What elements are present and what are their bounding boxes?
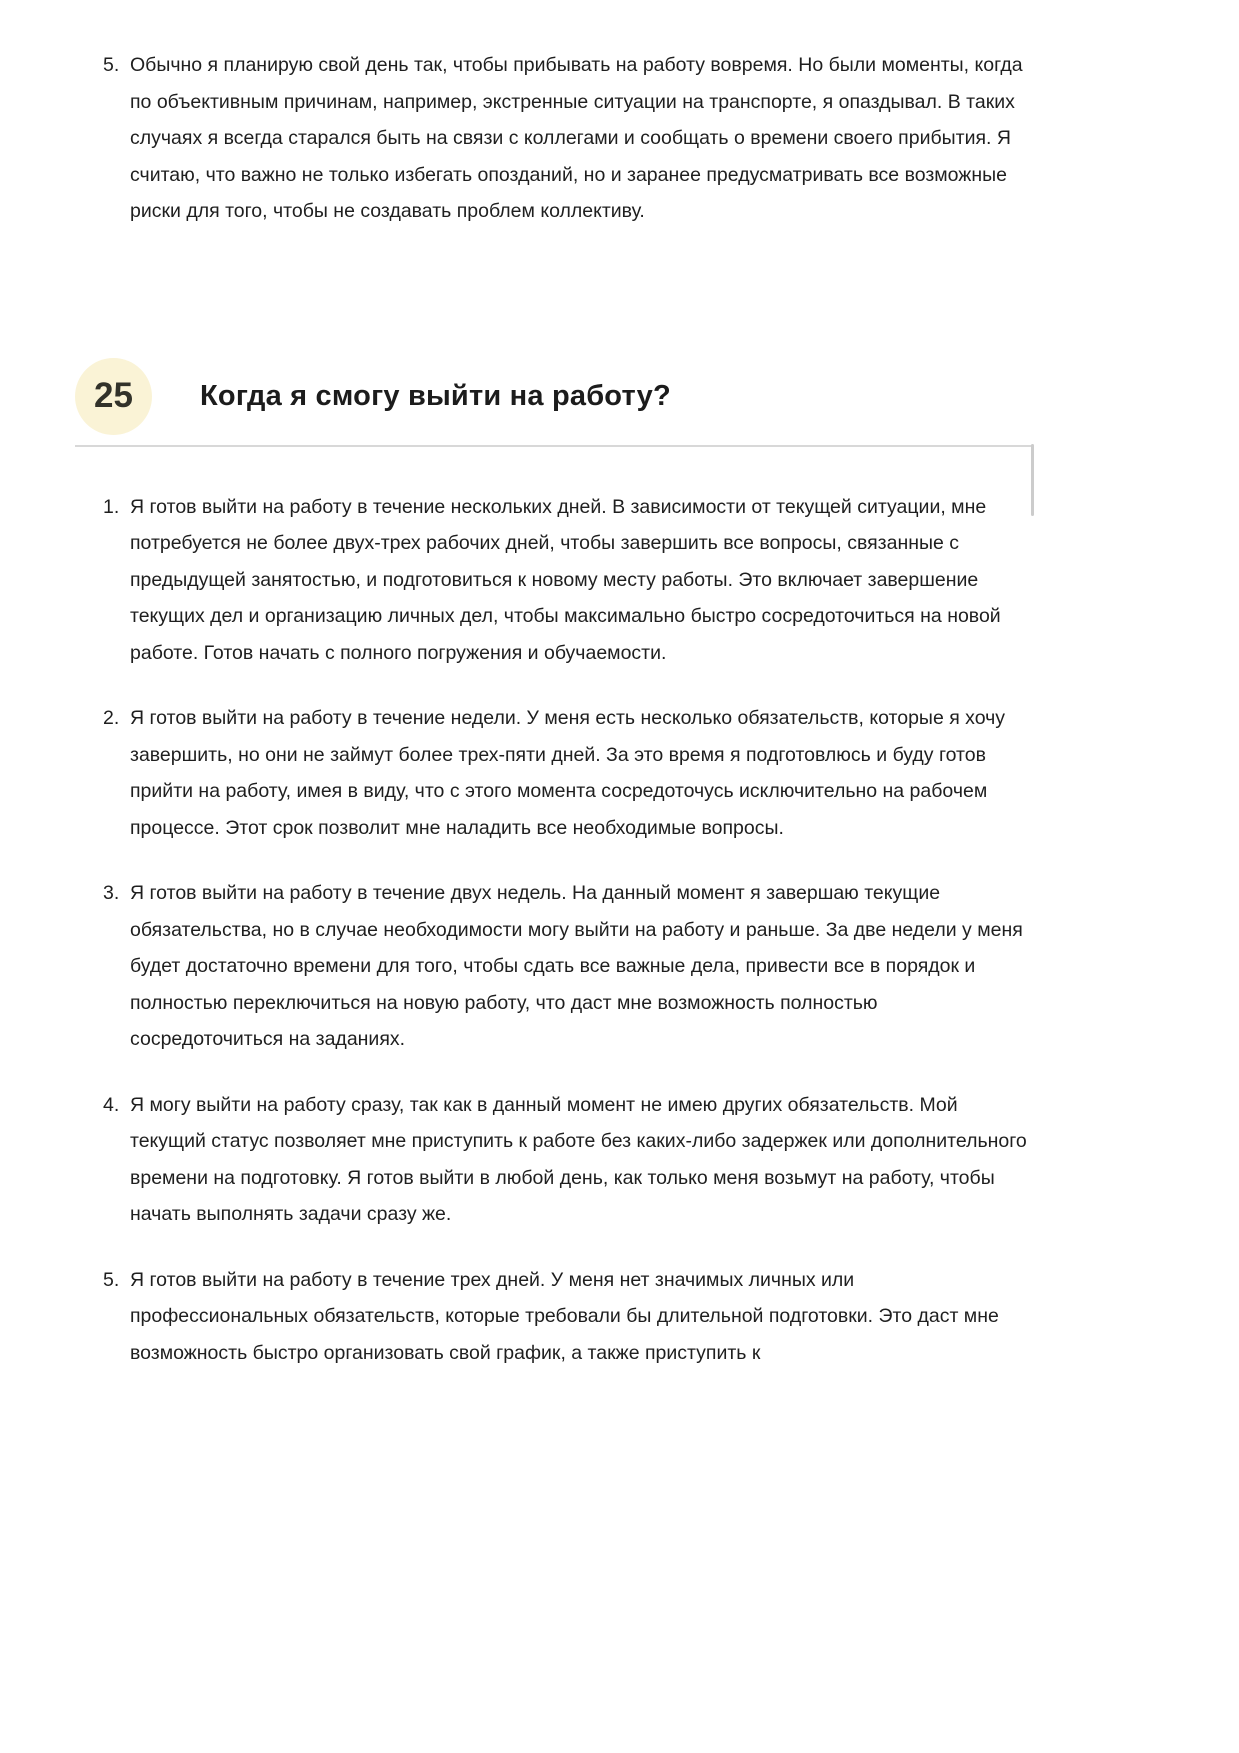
list-item-number: 4. (103, 1093, 120, 1116)
section-items (0, 489, 1239, 1372)
list-item (103, 1087, 1033, 1233)
list-item-text: Обычно я планирую свой день так, чтобы прибывать на работу вовремя. Но были моменты, когда по объективным причинам, например, экстренные ситуации на транспорте, я опаздывал. В таких случаях я всегда старался быть на связи с коллегами и сообщать о времени своего прибытия. Я считаю, что важно не только избегать опозданий, но и заранее предусматривать все возможные риски для того, чтобы не создавать проблем коллективу. (130, 54, 1023, 222)
list-item (103, 489, 1033, 672)
list-item-number: 3. (103, 882, 120, 904)
list-item-text: Я готов выйти на работу в течение двух недель. На данный момент я завершаю текущие обязательства, но в случае необходимости могу выйти на работу и раньше. За две недели у меня будет достаточно времени для того, чтобы сдать все важные дела, привести все в порядок и полностью переключиться на новую работу, что даст мне возможность полностью сосредоточиться на заданиях. (130, 882, 1023, 1050)
list-item-text: Я готов выйти на работу в течение недели. У меня есть несколько обязательств, которые я хочу завершить, но они не займут более трех-пяти дней. За это время я подготовлюсь и буду готов прийти на работу, имея в виду, что с этого момента сосредоточусь исключительно на рабочем процессе. Этот срок позволит мне наладить все необходимые вопросы. (130, 707, 1006, 839)
section-header (75, 358, 1033, 435)
list-item-text: Я могу выйти на работу сразу, так как в данный момент не имею других обязательств. Мой текущий статус позволяет мне приступить к работе без каких-либо задержек или дополнительного времени на подготовку. Я готов выйти в любой день, как только меня возьмут на работу, чтобы начать выполнять задачи сразу же. (130, 1093, 1027, 1225)
section-title: Когда я смогу выйти на работу? (200, 379, 671, 412)
list-item (103, 875, 1033, 1058)
scrollbar-thumb[interactable] (1031, 444, 1034, 516)
list-item (103, 700, 1033, 846)
list-item-text: Я готов выйти на работу в течение трех дней. У меня нет значимых личных или профессиональных обязательств, которые требовали бы длительной подготовки. Это даст мне возможность быстро организовать свой график, а также приступить к (130, 1268, 999, 1364)
list-item (103, 1262, 1033, 1372)
list-item (103, 47, 1033, 230)
list-item-number: 5. (103, 54, 120, 76)
list-item-number: 5. (103, 1268, 120, 1291)
list-item-text: Я готов выйти на работу в течение нескольких дней. В зависимости от текущей ситуации, мне потребуется не более двух-трех рабочих дней, чтобы завершить все вопросы, связанные с предыдущей занятостью, и подготовиться к новому месту работы. Это включает завершение текущих дел и организацию личных дел, чтобы максимально быстро сосредоточиться на новой работе. Готов начать с полного погружения и обучаемости. (130, 495, 1001, 664)
section-divider (75, 445, 1032, 447)
list-item-number: 2. (103, 707, 120, 729)
section-number-badge: 25 (75, 358, 152, 435)
list-item-number: 1. (103, 495, 120, 518)
